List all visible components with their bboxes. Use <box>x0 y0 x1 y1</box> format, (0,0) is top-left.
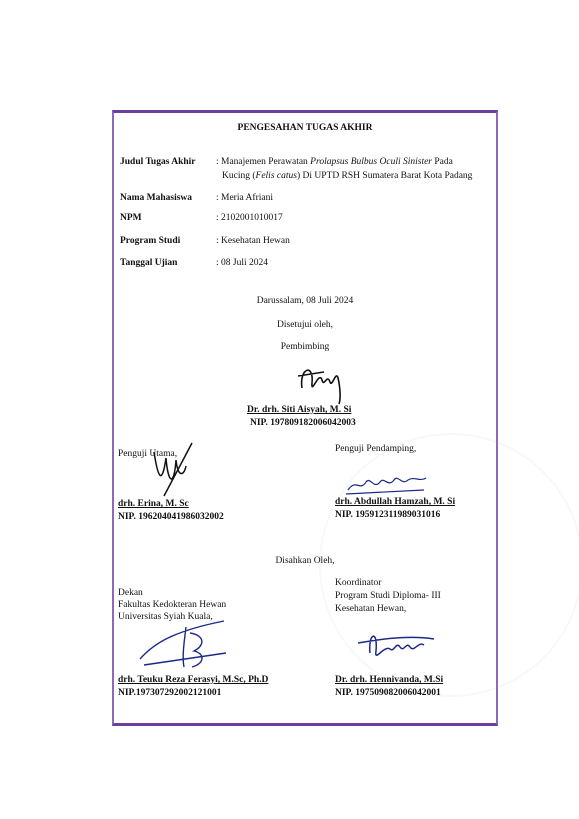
npm-label: NPM <box>120 213 142 223</box>
approved-by: Disetujui oleh, <box>277 320 333 330</box>
koordinator-name: Dr. drh. Hennivanda, M.Si <box>335 675 444 685</box>
penguji-utama-signature-icon <box>144 438 224 498</box>
dekan-line-3: Universitas Syiah Kuala, <box>118 612 213 622</box>
page-title: PENGESAHAN TUGAS AKHIR <box>237 123 373 133</box>
disahkan-label: Disahkan Oleh, <box>275 556 335 566</box>
penguji-pendamping-name: drh. Abdullah Hamzah, M. Si <box>335 497 456 507</box>
pembimbing-name: Dr. drh. Siti Aisyah, M. Si <box>247 405 352 415</box>
dekan-signature-icon <box>134 613 234 673</box>
prodi-value: : Kesehatan Hewan <box>216 236 290 246</box>
dekan-line-1: Dekan <box>118 588 143 598</box>
penguji-utama-name: drh. Erina, M. Sc <box>118 499 189 509</box>
place-date: Darussalam, 08 Juli 2024 <box>256 296 354 306</box>
pembimbing-role: Pembimbing <box>280 342 330 352</box>
judul-line-1: : Manajemen Perawatan Prolapsus Bulbus Oculi Sinister Pada <box>216 157 453 167</box>
koordinator-line-2: Program Studi Diploma- III <box>335 591 441 601</box>
penguji-pendamping-signature-icon <box>342 468 432 498</box>
nama-value: : Meria Afriani <box>216 193 273 203</box>
tanggal-value: : 08 Juli 2024 <box>216 258 268 268</box>
koordinator-nip: NIP. 197509082006042001 <box>335 688 441 698</box>
npm-value: : 2102001010017 <box>216 213 283 223</box>
document-frame <box>112 110 498 726</box>
dekan-line-2: Fakultas Kedokteran Hewan <box>118 600 227 610</box>
tanggal-label: Tanggal Ujian <box>120 258 178 268</box>
judul-line-2: Kucing (Felis catus) Di UPTD RSH Sumatera Barat Kota Padang <box>222 171 473 181</box>
penguji-utama-nip: NIP. 196204041986032002 <box>118 512 224 522</box>
koordinator-signature-icon <box>350 623 440 668</box>
prodi-label: Program Studi <box>120 236 181 246</box>
judul-label: Judul Tugas Akhir <box>120 157 196 167</box>
penguji-utama-role: Penguji Utama, <box>118 449 178 459</box>
pembimbing-signature-icon <box>294 358 354 406</box>
koordinator-line-1: Koordinator <box>335 578 382 588</box>
dekan-nip: NIP.197307292002121001 <box>118 688 222 698</box>
nama-label: Nama Mahasiswa <box>120 193 193 203</box>
pembimbing-nip: NIP. 197809182006042003 <box>250 418 356 428</box>
koordinator-line-3: Kesehatan Hewan, <box>335 604 407 614</box>
penguji-pendamping-role: Penguji Pendamping, <box>335 444 417 454</box>
penguji-pendamping-nip: NIP. 195912311989031016 <box>335 510 441 520</box>
dekan-name: drh. Teuku Reza Ferasyi, M.Sc, Ph.D <box>118 675 269 685</box>
